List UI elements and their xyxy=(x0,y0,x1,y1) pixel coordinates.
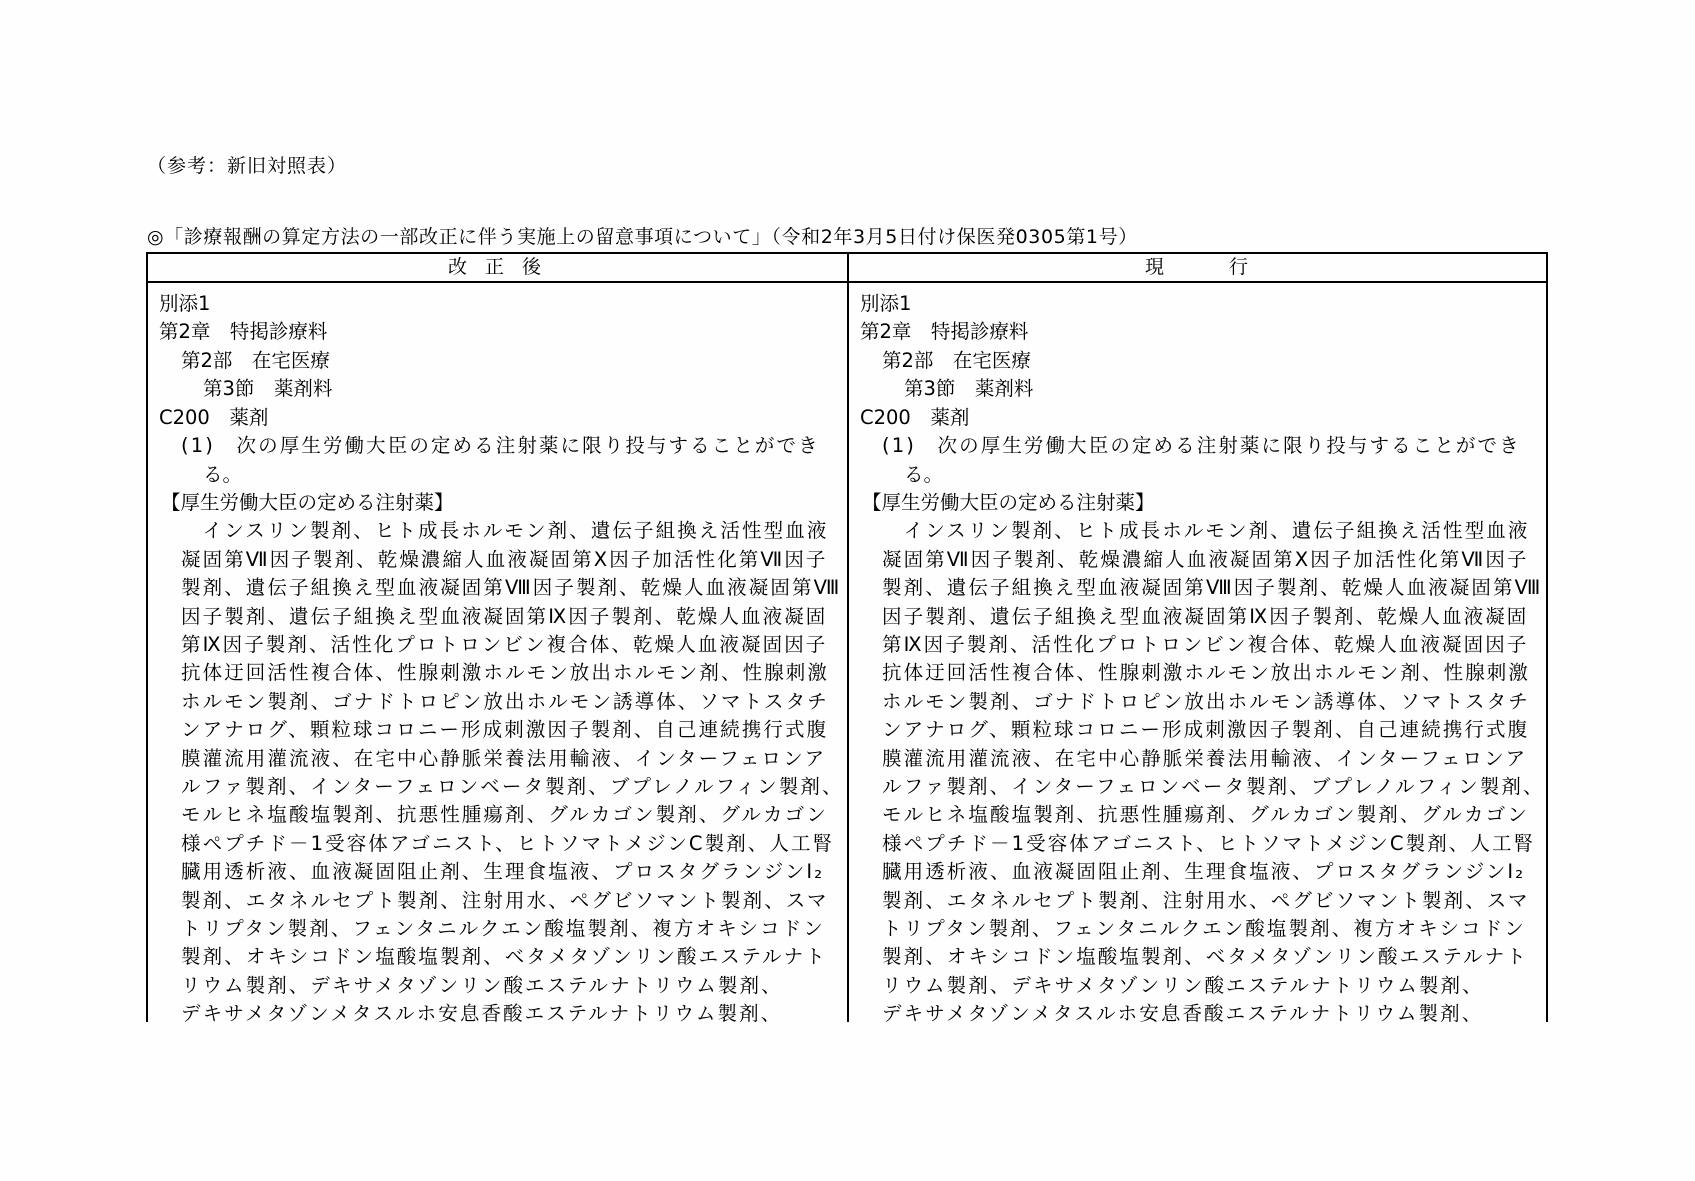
body-line: 膜灌流用灌流液、在宅中心静脈栄養法用輸液、インターフェロンア xyxy=(181,747,827,770)
body-line: 製剤、エタネルセプト製剤、注射用水、ペグビソマント製剤、スマ xyxy=(181,889,829,912)
body-line: ンアナログ、顆粒球コロニー形成刺激因子製剤、自己連続携行式腹 xyxy=(882,718,1530,741)
body-line: 第Ⅸ因子製剤、活性化プロトロンビン複合体、乾燥人血液凝固因子 xyxy=(882,633,1529,656)
body-line: インスリン製剤、ヒト成長ホルモン剤、遺伝子組換え活性型血液 xyxy=(181,519,829,542)
body-line: 臓用透析液、血液凝固阻止剤、生理食塩液、プロスタグランジンI₂ xyxy=(181,860,825,883)
reference-note: （参考：新旧対照表） xyxy=(147,155,348,177)
annex-label: 別添1 xyxy=(159,292,211,315)
body-line: リウム製剤、デキサメタゾンリン酸エステルナトリウム製剤、 xyxy=(882,974,1484,997)
body-line: リウム製剤、デキサメタゾンリン酸エステルナトリウム製剤、 xyxy=(181,974,783,997)
column-current xyxy=(860,283,1550,1025)
body-line: 臓用透析液、血液凝固阻止剤、生理食塩液、プロスタグランジンI₂ xyxy=(882,860,1526,883)
body-line: ホルモン製剤、ゴナドトロピン放出ホルモン誘導体、ソマトスタチ xyxy=(181,690,829,713)
part-heading: 第2部 在宅医療 xyxy=(181,349,330,372)
body-line: 製剤、遺伝子組換え型血液凝固第Ⅷ因子製剤、乾燥人血液凝固第Ⅷ xyxy=(181,576,842,599)
body-line: 凝固第Ⅶ因子製剤、乾燥濃縮人血液凝固第Ⅹ因子加活性化第Ⅶ因子 xyxy=(181,548,828,571)
body-line: ルファ製剤、インターフェロンベータ製剤、ブプレノルフィン製剤、 xyxy=(181,775,844,798)
body-line: 第Ⅸ因子製剤、活性化プロトロンビン複合体、乾燥人血液凝固因子 xyxy=(181,633,828,656)
body-line: 製剤、エタネルセプト製剤、注射用水、ペグビソマント製剤、スマ xyxy=(882,889,1530,912)
section-heading: 第3節 薬剤料 xyxy=(904,377,1034,400)
column-revised xyxy=(159,283,849,1025)
body-line: モルヒネ塩酸塩製剤、抗悪性腫瘍剤、グルカゴン製剤、グルカゴン xyxy=(181,803,828,826)
document-title: ◎「診療報酬の算定方法の一部改正に伴う実施上の留意事項について」（令和2年3月5日付け保医発0305第1号） xyxy=(147,226,1138,248)
body-line: トリプタン製剤、フェンタニルクエン酸塩製剤、複方オキシコドン xyxy=(882,917,1526,940)
body-line: 抗体迂回活性複合体、性腺刺激ホルモン放出ホルモン剤、性腺刺激 xyxy=(181,661,830,684)
body-line: 製剤、オキシコドン塩酸塩製剤、ベタメタゾンリン酸エステルナト xyxy=(882,945,1528,968)
body-line: トリプタン製剤、フェンタニルクエン酸塩製剤、複方オキシコドン xyxy=(181,917,825,940)
part-heading: 第2部 在宅医療 xyxy=(882,349,1031,372)
clause-1-line-1: (1) 次の厚生労働大臣の定める注射薬に限り投与することができ xyxy=(181,434,820,457)
annex-label: 別添1 xyxy=(860,292,912,315)
body-line: モルヒネ塩酸塩製剤、抗悪性腫瘍剤、グルカゴン製剤、グルカゴン xyxy=(882,803,1529,826)
body-line: 様ペプチド－1受容体アゴニスト、ヒトソマトメジンC製剤、人工腎 xyxy=(882,832,1536,855)
header-revised: 改 正 後 xyxy=(447,256,548,278)
body-line: 製剤、遺伝子組換え型血液凝固第Ⅷ因子製剤、乾燥人血液凝固第Ⅷ xyxy=(882,576,1543,599)
body-line: 膜灌流用灌流液、在宅中心静脈栄養法用輸液、インターフェロンア xyxy=(882,747,1528,770)
section-heading: 第3節 薬剤料 xyxy=(203,377,333,400)
header-current: 現 行 xyxy=(1144,256,1250,278)
body-line: 凝固第Ⅶ因子製剤、乾燥濃縮人血液凝固第Ⅹ因子加活性化第Ⅶ因子 xyxy=(882,548,1529,571)
comparison-table xyxy=(146,252,1548,1025)
body-line: 抗体迂回活性複合体、性腺刺激ホルモン放出ホルモン剤、性腺刺激 xyxy=(882,661,1531,684)
subheading: 【厚生労働大臣の定める注射薬】 xyxy=(161,491,454,514)
body-line: ンアナログ、顆粒球コロニー形成刺激因子製剤、自己連続携行式腹 xyxy=(181,718,829,741)
body-line: デキサメタゾンメタスルホ安息香酸エステルナトリウム製剤、 xyxy=(882,1002,1484,1025)
chapter-heading: 第2章 特掲診療料 xyxy=(860,320,1029,343)
item-heading: C200 薬剤 xyxy=(159,406,269,429)
body-line: ホルモン製剤、ゴナドトロピン放出ホルモン誘導体、ソマトスタチ xyxy=(882,690,1530,713)
subheading: 【厚生労働大臣の定める注射薬】 xyxy=(862,491,1155,514)
body-line: 因子製剤、遺伝子組換え型血液凝固第Ⅸ因子製剤、乾燥人血液凝固 xyxy=(181,605,828,628)
clause-1-line-1: (1) 次の厚生労働大臣の定める注射薬に限り投与することができ xyxy=(882,434,1521,457)
clause-1-line-2: る。 xyxy=(904,463,944,486)
body-line: インスリン製剤、ヒト成長ホルモン剤、遺伝子組換え活性型血液 xyxy=(882,519,1530,542)
clause-1-line-2: る。 xyxy=(203,463,243,486)
body-line: ルファ製剤、インターフェロンベータ製剤、ブプレノルフィン製剤、 xyxy=(882,775,1545,798)
body-line: 様ペプチド－1受容体アゴニスト、ヒトソマトメジンC製剤、人工腎 xyxy=(181,832,835,855)
body-line: 製剤、オキシコドン塩酸塩製剤、ベタメタゾンリン酸エステルナト xyxy=(181,945,827,968)
body-line: デキサメタゾンメタスルホ安息香酸エステルナトリウム製剤、 xyxy=(181,1002,783,1025)
body-line: 因子製剤、遺伝子組換え型血液凝固第Ⅸ因子製剤、乾燥人血液凝固 xyxy=(882,605,1529,628)
item-heading: C200 薬剤 xyxy=(860,406,970,429)
chapter-heading: 第2章 特掲診療料 xyxy=(159,320,328,343)
